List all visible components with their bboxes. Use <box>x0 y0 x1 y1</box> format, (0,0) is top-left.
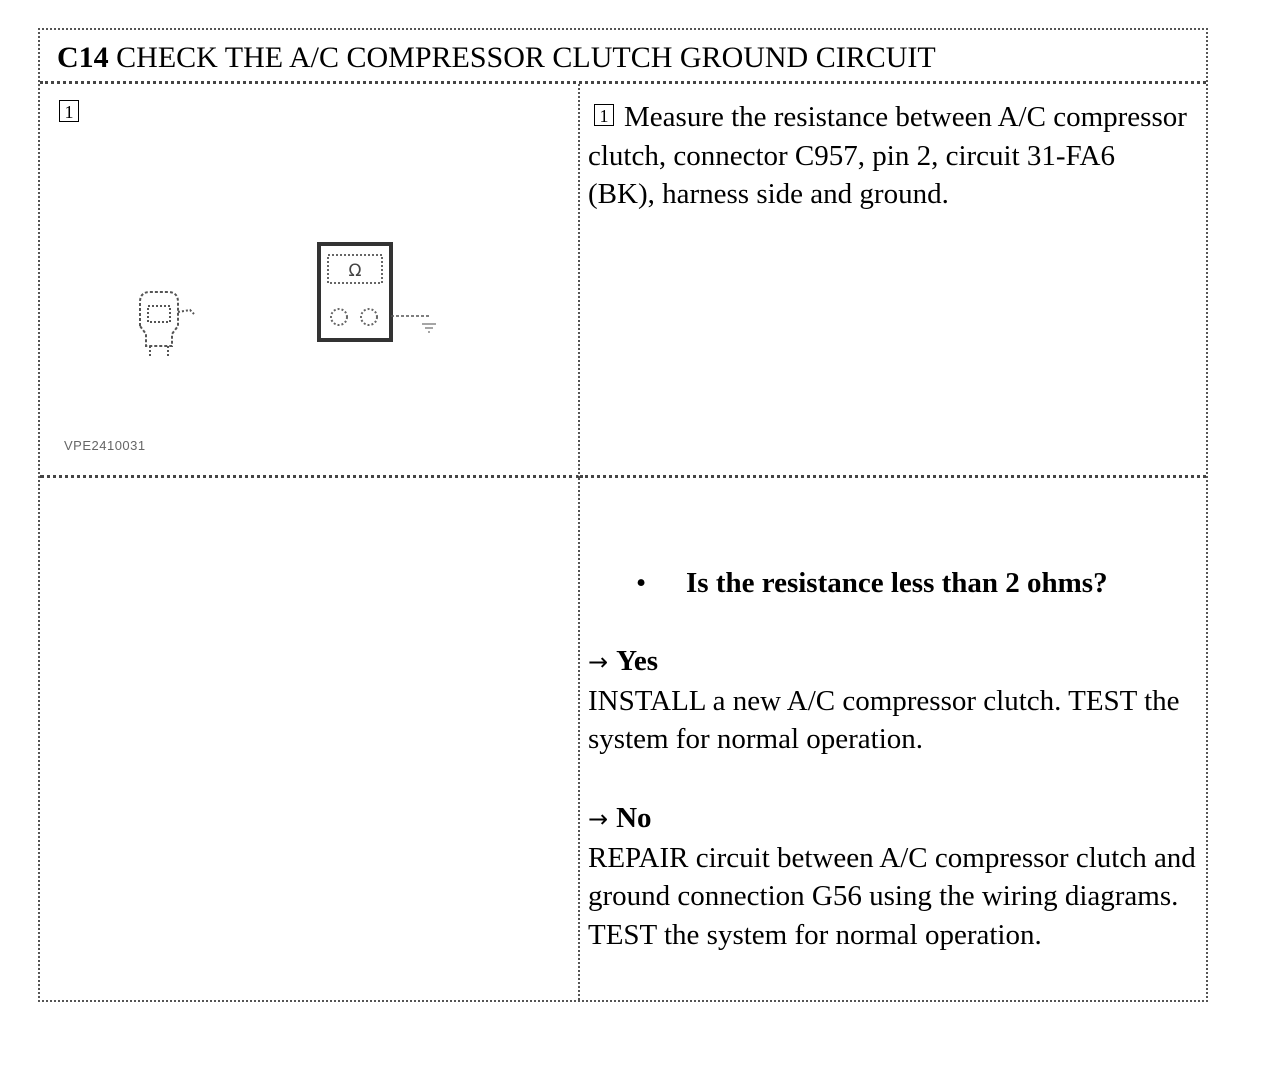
meter-display: Ω <box>348 261 362 281</box>
result-cell <box>580 478 1206 1000</box>
empty-cell <box>40 478 580 1000</box>
instruction-text: Measure the resistance between A/C compressor clutch, connector C957, pin 2, circuit 31-FA6 (BK), harness side and ground. <box>588 101 1187 210</box>
multimeter-illustration <box>319 244 436 340</box>
test-title: CHECK THE A/C COMPRESSOR CLUTCH GROUND CIRCUIT <box>116 41 936 74</box>
test-code: C14 <box>57 41 109 74</box>
question-text: Is the resistance less than 2 ohms? <box>686 567 1108 599</box>
meter-connection-figure <box>40 84 580 478</box>
answer-yes-text: INSTALL a new A/C compressor clutch. TEST the system for normal operation. <box>588 684 1180 755</box>
question <box>636 565 1108 601</box>
figure-code: VPE2410031 <box>64 438 146 453</box>
answer-no-text: REPAIR circuit between A/C compressor clutch and ground connection G56 using the wiring diagrams. TEST the system for normal operation. <box>588 841 1196 951</box>
arrow-right-icon: → <box>588 805 609 833</box>
answer-no-label: No <box>616 802 652 834</box>
arrow-right-icon: → <box>588 648 609 676</box>
figure-cell <box>40 84 580 478</box>
answer-yes <box>588 642 1200 759</box>
figure-step-number: 1 <box>59 100 79 122</box>
answer-yes-label: Yes <box>616 645 658 677</box>
instruction-cell <box>580 84 1206 478</box>
instruction-step-number: 1 <box>594 104 614 126</box>
connector-illustration <box>140 292 194 356</box>
question-bullet: • <box>636 567 647 599</box>
instruction-text-block <box>588 98 1188 214</box>
answer-no <box>588 799 1200 954</box>
test-header <box>40 30 1206 84</box>
diagnostic-table <box>38 28 1208 1002</box>
